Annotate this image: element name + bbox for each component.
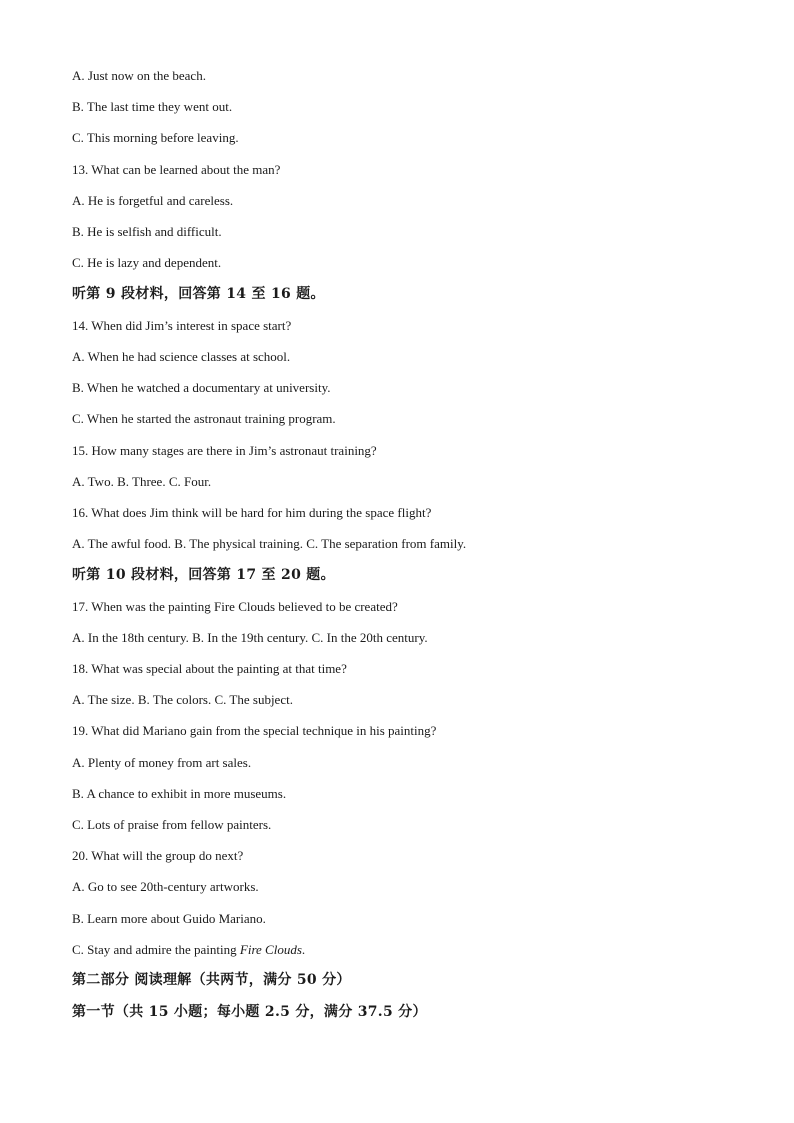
section-heading: 第一节（共 15 小题；每小题 2.5 分，满分 37.5 分） [72, 1004, 427, 1020]
option-line: A. When he had science classes at school. [72, 349, 291, 364]
option-line: A. In the 18th century. B. In the 19th century. C. In the 20th century. [72, 630, 428, 645]
option-line: A. The awful food. B. The physical training. C. The separation from family. [72, 536, 467, 551]
question-line: 17. When was the painting Fire Clouds believed to be created? [72, 599, 398, 614]
question-line: 15. How many stages are there in Jim’s astronaut training? [72, 443, 377, 458]
question-line: 20. What will the group do next? [72, 848, 244, 863]
option-punctuation: . [301, 942, 306, 957]
option-line: A. Two. B. Three. C. Four. [72, 474, 212, 489]
option-line: B. A chance to exhibit in more museums. [72, 786, 287, 801]
option-line: B. Learn more about Guido Mariano. [72, 911, 266, 926]
question-line: 19. What did Mariano gain from the special technique in his painting? [72, 723, 437, 738]
painting-title: Fire Clouds [239, 942, 302, 957]
option-line: B. He is selfish and difficult. [72, 224, 222, 239]
option-line: C. Lots of praise from fellow painters. [72, 817, 272, 832]
option-line: A. He is forgetful and careless. [72, 193, 234, 208]
option-text: C. Stay and admire the painting [72, 942, 240, 957]
option-line: A. Just now on the beach. [72, 68, 206, 83]
option-line: C. When he started the astronaut training program. [72, 411, 336, 426]
option-line: B. The last time they went out. [72, 99, 233, 114]
question-line: 14. When did Jim’s interest in space start? [72, 318, 292, 333]
option-line: C. He is lazy and dependent. [72, 255, 222, 270]
option-line [72, 942, 305, 958]
question-line: 18. What was special about the painting at that time? [72, 661, 347, 676]
section-heading: 听第 9 段材料，回答第 14 至 16 题。 [72, 286, 325, 302]
question-line: 13. What can be learned about the man? [72, 162, 281, 177]
question-line: 16. What does Jim think will be hard for him during the space flight? [72, 505, 432, 520]
option-line: C. This morning before leaving. [72, 130, 239, 145]
option-line: A. Plenty of money from art sales. [72, 755, 252, 770]
section-heading: 听第 10 段材料，回答第 17 至 20 题。 [72, 567, 335, 583]
part-heading: 第二部分 阅读理解（共两节，满分 50 分） [72, 972, 351, 988]
option-line: A. Go to see 20th-century artworks. [72, 879, 259, 894]
option-line: B. When he watched a documentary at university. [72, 380, 331, 395]
option-line: A. The size. B. The colors. C. The subject. [72, 692, 293, 707]
